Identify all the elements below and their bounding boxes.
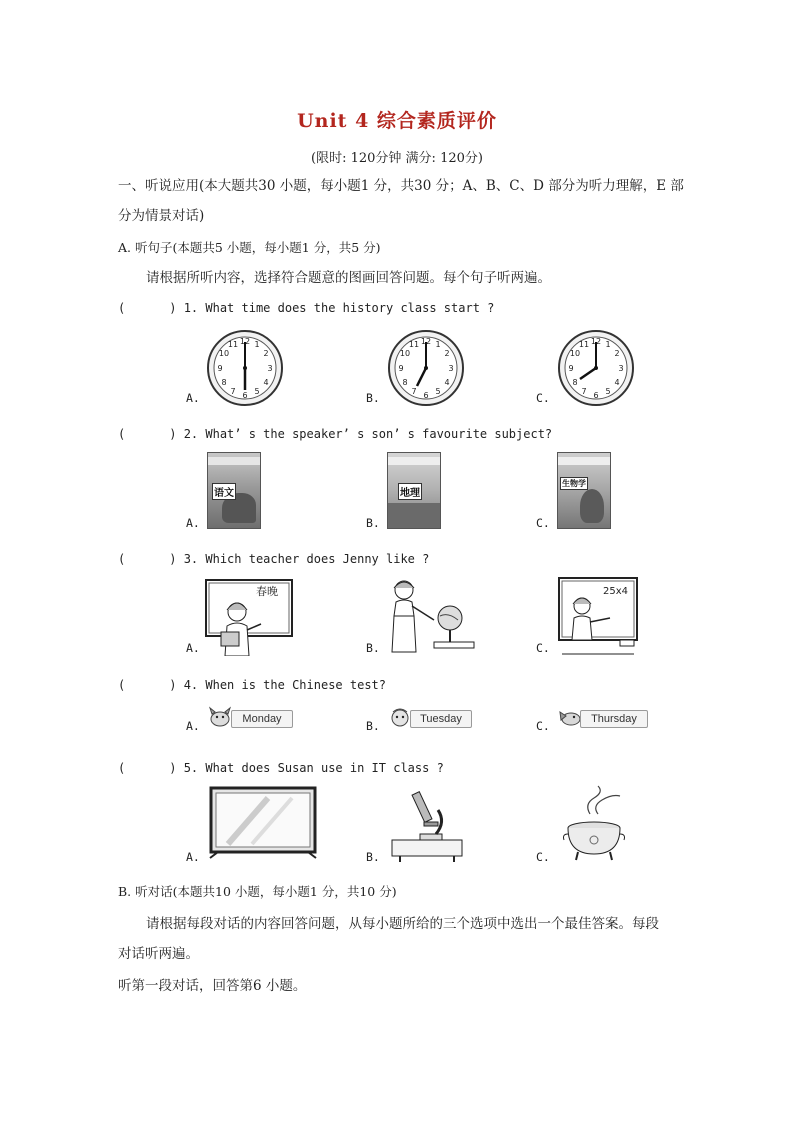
- day-label-tuesday: Tuesday: [410, 710, 472, 728]
- book-title: 语文: [212, 483, 236, 500]
- option-b: B.: [366, 516, 380, 530]
- blackboard-text: 春晚: [256, 585, 278, 598]
- question-text: 2. What’ s the speaker’ s son’ s favourite subject?: [183, 427, 553, 441]
- partB-heading: B. 听对话(本题共10 小题，每小题1 分，共10 分): [118, 884, 397, 899]
- question-text: 3. Which teacher does Jenny like ?: [183, 552, 430, 566]
- option-c: C.: [536, 391, 550, 405]
- partA-heading: A. 听句子(本题共5 小题，每小题1 分，共5 分): [118, 240, 381, 255]
- geography-textbook-icon: [387, 452, 441, 529]
- svg-text:4: 4: [614, 378, 620, 387]
- svg-text:5: 5: [435, 387, 441, 396]
- svg-text:11: 11: [408, 340, 420, 349]
- partA-instruction: 请根据所听内容，选择符合题意的图画回答问题。每个句子听两遍。: [146, 270, 551, 286]
- svg-text:2: 2: [263, 349, 269, 358]
- svg-text:12: 12: [239, 337, 251, 346]
- dialogue-1-prompt: 听第一段对话，回答第6 小题。: [118, 978, 307, 994]
- page-title: Unit 4 综合素质评价: [297, 110, 497, 132]
- question-5: [118, 761, 444, 775]
- svg-text:7: 7: [230, 387, 236, 396]
- option-a: A.: [186, 641, 200, 655]
- svg-text:1: 1: [435, 340, 441, 349]
- answer-paren-open: (: [118, 678, 126, 692]
- incense-burner-icon: [560, 784, 628, 862]
- answer-paren-open: (: [118, 552, 126, 566]
- svg-text:4: 4: [444, 378, 450, 387]
- option-c: C.: [536, 719, 550, 733]
- question-text: 5. What does Susan use in IT class ?: [183, 761, 444, 775]
- svg-text:3: 3: [618, 364, 624, 373]
- day-label-monday: Monday: [231, 710, 293, 728]
- svg-text:9: 9: [568, 364, 574, 373]
- clock-six-icon: [205, 328, 285, 408]
- svg-text:1: 1: [605, 340, 611, 349]
- question-3: [118, 552, 429, 566]
- blackboard-text: 25x4: [603, 586, 629, 597]
- answer-paren-close: ): [169, 427, 177, 441]
- option-b: B.: [366, 850, 380, 864]
- time-limit: (限时: 120分钟 满分: 120分): [311, 151, 483, 166]
- option-a: A.: [186, 719, 200, 733]
- computer-monitor-icon: [208, 786, 320, 862]
- svg-text:6: 6: [423, 391, 429, 400]
- svg-text:10: 10: [218, 349, 230, 358]
- answer-paren-open: (: [118, 761, 126, 775]
- option-b: B.: [366, 719, 380, 733]
- svg-text:2: 2: [444, 349, 450, 358]
- book-title: 地理: [398, 483, 422, 500]
- svg-text:6: 6: [593, 391, 599, 400]
- svg-text:7: 7: [581, 387, 587, 396]
- question-1: [118, 301, 494, 315]
- book-title: 生物学: [562, 478, 586, 488]
- svg-text:1: 1: [254, 340, 260, 349]
- answer-paren-close: ): [169, 761, 177, 775]
- section1-heading: 一、听说应用(本大题共30 小题，每小题1 分，共30 分；A、B、C、D 部分为听力理解，E 部: [118, 178, 684, 194]
- biology-textbook-icon: [557, 452, 611, 529]
- svg-text:10: 10: [569, 349, 581, 358]
- cartoon-animal-icon: [207, 706, 233, 728]
- partB-instruction-cont: 对话听两遍。: [118, 946, 199, 962]
- svg-text:11: 11: [578, 340, 590, 349]
- clock-eight-icon: [556, 328, 636, 408]
- svg-text:5: 5: [254, 387, 260, 396]
- chinese-teacher-icon: [205, 578, 295, 656]
- answer-paren-close: ): [169, 678, 177, 692]
- svg-text:8: 8: [572, 378, 578, 387]
- question-text: 1. What time does the history class start ?: [183, 301, 495, 315]
- option-c: C.: [536, 641, 550, 655]
- option-b: B.: [366, 641, 380, 655]
- answer-paren-open: (: [118, 301, 126, 315]
- option-b: B.: [366, 391, 380, 405]
- chinese-textbook-icon: [207, 452, 261, 529]
- day-label-thursday: Thursday: [580, 710, 648, 728]
- answer-paren-close: ): [169, 552, 177, 566]
- option-a: A.: [186, 391, 200, 405]
- svg-text:12: 12: [420, 337, 432, 346]
- question-text: 4. When is the Chinese test?: [183, 678, 386, 692]
- partB-instruction: 请根据每段对话的内容回答问题，从每小题所给的三个选项中选出一个最佳答案。每段: [146, 916, 659, 932]
- svg-text:6: 6: [242, 391, 248, 400]
- option-c: C.: [536, 516, 550, 530]
- microscope-icon: [390, 786, 466, 862]
- svg-text:9: 9: [217, 364, 223, 373]
- svg-text:4: 4: [263, 378, 269, 387]
- question-2: [118, 427, 552, 441]
- svg-text:5: 5: [605, 387, 611, 396]
- svg-text:8: 8: [402, 378, 408, 387]
- option-a: A.: [186, 516, 200, 530]
- svg-text:10: 10: [399, 349, 411, 358]
- svg-text:8: 8: [221, 378, 227, 387]
- svg-text:7: 7: [411, 387, 417, 396]
- svg-text:2: 2: [614, 349, 620, 358]
- svg-text:11: 11: [227, 340, 239, 349]
- question-4: [118, 678, 386, 692]
- answer-paren-open: (: [118, 427, 126, 441]
- svg-text:12: 12: [590, 337, 602, 346]
- option-a: A.: [186, 850, 200, 864]
- svg-text:9: 9: [398, 364, 404, 373]
- geography-teacher-icon: [380, 576, 476, 656]
- option-c: C.: [536, 850, 550, 864]
- svg-text:3: 3: [267, 364, 273, 373]
- svg-text:3: 3: [448, 364, 454, 373]
- clock-seven-icon: [386, 328, 466, 408]
- section1-heading-cont: 分为情景对话): [118, 208, 205, 224]
- answer-paren-close: ): [169, 301, 177, 315]
